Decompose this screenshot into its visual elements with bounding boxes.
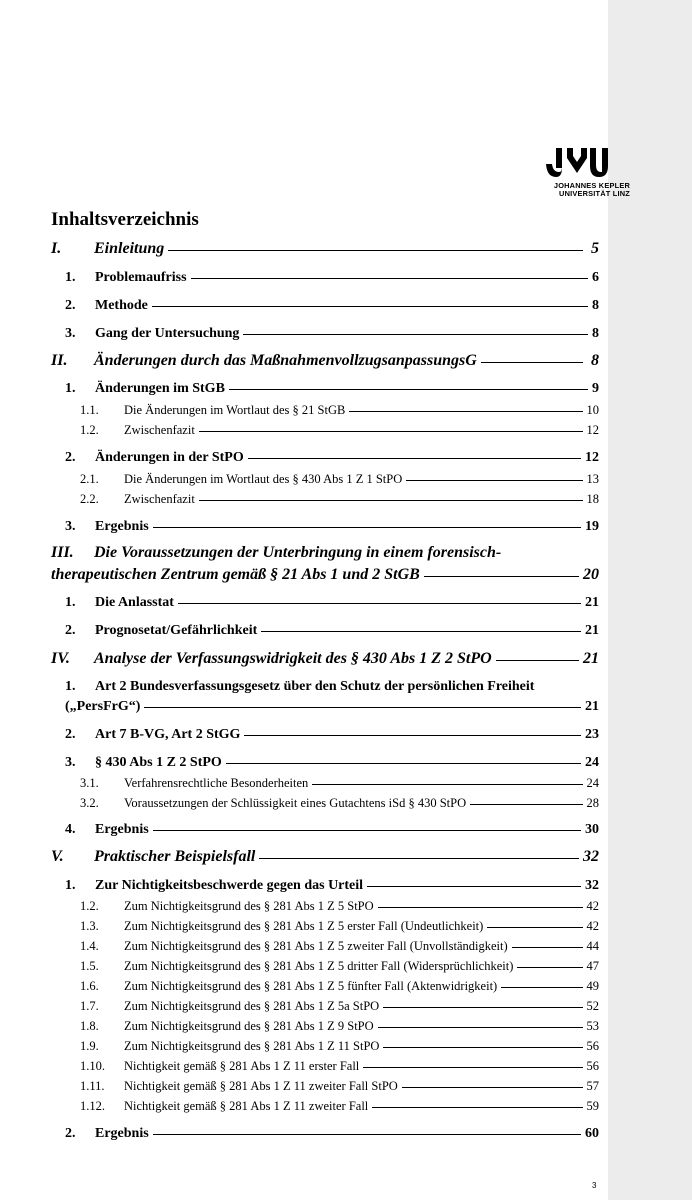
toc-number: 1.3.: [80, 919, 99, 933]
toc-heading: Änderungen im StGB: [95, 381, 225, 396]
logo-text: [554, 182, 630, 198]
leader-line: [496, 660, 579, 661]
toc-entry[interactable]: [80, 796, 599, 811]
toc-heading: Praktischer Beispielsfall: [94, 848, 256, 865]
toc-number: 4.: [65, 822, 76, 837]
toc-entry[interactable]: [80, 959, 599, 974]
logo-line-1: JOHANNES KEPLER: [553, 181, 630, 190]
leader-line: [191, 278, 588, 279]
toc-heading: Die Anlasstat: [95, 595, 174, 610]
toc-number: 1.12.: [80, 1099, 105, 1113]
toc-number: 2.: [65, 623, 76, 638]
toc-number: 1.: [65, 878, 76, 893]
leader-line: [226, 763, 581, 764]
toc-entry[interactable]: [65, 595, 599, 611]
toc-entry[interactable]: [80, 999, 599, 1014]
toc-page: 18: [586, 492, 599, 506]
leader-line: [244, 735, 581, 736]
toc-page: 57: [586, 1079, 599, 1093]
toc-page: 32: [585, 878, 599, 893]
leader-line: [501, 987, 582, 988]
toc-number: 1.: [65, 679, 76, 694]
leader-line: [243, 334, 588, 335]
toc-number: I.: [51, 240, 62, 257]
leader-line: [153, 1134, 581, 1135]
toc-entry-line1[interactable]: [51, 544, 501, 562]
leader-line: [512, 947, 583, 948]
toc-heading: Problemaufriss: [95, 270, 187, 285]
toc-page: 24: [585, 755, 599, 770]
leader-line: [248, 458, 581, 459]
toc-page: 6: [592, 270, 599, 285]
toc-heading: Ergebnis: [95, 519, 149, 534]
toc-heading: Gang der Untersuchung: [95, 326, 240, 341]
toc-entry[interactable]: [65, 878, 599, 894]
toc-heading: Zum Nichtigkeitsgrund des § 281 Abs 1 Z 5 dritter Fall (Widersprüchlichkeit): [124, 959, 514, 973]
toc-page: 53: [586, 1019, 599, 1033]
toc-number: 1.: [65, 595, 76, 610]
toc-page: 19: [585, 519, 599, 534]
leader-line: [402, 1087, 583, 1088]
toc-number: 3.: [65, 326, 76, 341]
toc-number: 1.11.: [80, 1079, 105, 1093]
leader-line: [152, 306, 588, 307]
toc-entry[interactable]: [80, 979, 599, 994]
toc-heading: Ergebnis: [95, 822, 149, 837]
toc-heading: Zum Nichtigkeitsgrund des § 281 Abs 1 Z 5 zweiter Fall (Unvollständigkeit): [124, 939, 508, 953]
toc-heading: Prognosetat/Gefährlichkeit: [95, 623, 258, 638]
toc-heading: Nichtigkeit gemäß § 281 Abs 1 Z 11 zweiter Fall: [124, 1099, 369, 1113]
toc-heading: Zum Nichtigkeitsgrund des § 281 Abs 1 Z 5 StPO: [124, 899, 374, 913]
toc-entry[interactable]: [80, 919, 599, 934]
leader-line: [481, 362, 583, 363]
toc-heading: Die Änderungen im Wortlaut des § 430 Abs 1 Z 1 StPO: [124, 472, 403, 486]
leader-line: [367, 886, 581, 887]
leader-line: [349, 411, 582, 412]
toc-number: 2.: [65, 1126, 76, 1141]
toc-number: II.: [51, 352, 68, 369]
toc-page: 42: [586, 919, 599, 933]
toc-number: 1.9.: [80, 1039, 99, 1053]
toc-heading: Zum Nichtigkeitsgrund des § 281 Abs 1 Z 5 erster Fall (Undeutlichkeit): [124, 919, 484, 933]
toc-entry[interactable]: [80, 776, 599, 791]
toc-entry[interactable]: [51, 848, 599, 866]
toc-heading-cont: („PersFrG“): [65, 699, 141, 714]
leader-line: [487, 927, 582, 928]
toc-number: IV.: [51, 650, 70, 667]
leader-line: [199, 431, 583, 432]
toc-entry[interactable]: [65, 623, 599, 639]
leader-line: [378, 907, 583, 908]
toc-page: 12: [585, 450, 599, 465]
toc-number: 1.: [65, 270, 76, 285]
toc-page: 9: [592, 381, 599, 396]
toc-page: 59: [586, 1099, 599, 1113]
toc-number: 1.5.: [80, 959, 99, 973]
toc-heading: Nichtigkeit gemäß § 281 Abs 1 Z 11 erster Fall: [124, 1059, 360, 1073]
leader-line: [406, 480, 582, 481]
toc-number: 3.1.: [80, 776, 99, 790]
toc-heading: Nichtigkeit gemäß § 281 Abs 1 Z 11 zweiter Fall StPO: [124, 1079, 398, 1093]
toc-entry[interactable]: [65, 727, 599, 743]
leader-line: [199, 500, 583, 501]
toc-heading: Voraussetzungen der Schlüssigkeit eines Gutachtens iSd § 430 StPO: [124, 796, 467, 810]
toc-heading: Zum Nichtigkeitsgrund des § 281 Abs 1 Z 5a StPO: [124, 999, 380, 1013]
toc-entry[interactable]: [80, 1099, 599, 1114]
toc-heading: Art 2 Bundesverfassungsgesetz über den Schutz der persönlichen Freiheit: [95, 679, 535, 694]
toc-page: 47: [586, 959, 599, 973]
toc-heading: Die Voraussetzungen der Unterbringung in einem forensisch-: [94, 544, 502, 561]
toc-number: 1.7.: [80, 999, 99, 1013]
toc-page: 30: [585, 822, 599, 837]
toc-entry[interactable]: [65, 450, 599, 466]
leader-line: [259, 858, 579, 859]
toc-entry[interactable]: [65, 755, 599, 771]
jku-logo: [546, 146, 608, 178]
toc-heading: Methode: [95, 298, 148, 313]
toc-heading: Zur Nichtigkeitsbeschwerde gegen das Urteil: [95, 878, 364, 893]
leader-line: [517, 967, 582, 968]
toc-page: 10: [586, 403, 599, 417]
toc-page: 56: [586, 1039, 599, 1053]
toc-page: 56: [586, 1059, 599, 1073]
toc-entry[interactable]: [65, 381, 599, 397]
toc-page: 32: [583, 848, 599, 865]
leader-line: [378, 1027, 583, 1028]
toc-entry[interactable]: [65, 699, 599, 715]
leader-line: [363, 1067, 582, 1068]
leader-line: [372, 1107, 582, 1108]
toc-number: 3.: [65, 519, 76, 534]
toc-number: 1.8.: [80, 1019, 99, 1033]
toc-page: 21: [585, 595, 599, 610]
toc-heading: Änderungen durch das MaßnahmenvollzugsanpassungsG: [94, 352, 477, 369]
toc-entry[interactable]: [51, 650, 599, 668]
toc-heading: Zum Nichtigkeitsgrund des § 281 Abs 1 Z 11 StPO: [124, 1039, 380, 1053]
toc-heading: Zum Nichtigkeitsgrund des § 281 Abs 1 Z 9 StPO: [124, 1019, 374, 1033]
toc-page: 60: [585, 1126, 599, 1141]
toc-page: 20: [583, 566, 599, 583]
toc-entry-line1[interactable]: [65, 679, 534, 695]
toc-entry[interactable]: [80, 1059, 599, 1074]
leader-line: [470, 804, 582, 805]
leader-line: [144, 707, 581, 708]
toc-entry[interactable]: [80, 1019, 599, 1034]
toc-number: 1.1.: [80, 403, 99, 417]
toc-heading-cont: therapeutischen Zentrum gemäß § 21 Abs 1 und 2 StGB: [51, 566, 420, 583]
toc-heading: Zum Nichtigkeitsgrund des § 281 Abs 1 Z 5 fünfter Fall (Aktenwidrigkeit): [124, 979, 498, 993]
toc-entry[interactable]: [65, 1126, 599, 1142]
toc-number: 1.4.: [80, 939, 99, 953]
toc-heading: Zwischenfazit: [124, 423, 195, 437]
logo-line-2: UNIVERSITÄT LINZ: [559, 189, 630, 199]
leader-line: [178, 603, 581, 604]
toc-page: 28: [586, 796, 599, 810]
toc-number: III.: [51, 544, 74, 561]
toc-heading: § 430 Abs 1 Z 2 StPO: [95, 755, 222, 770]
toc-entry[interactable]: [80, 1079, 599, 1094]
toc-page: 24: [586, 776, 599, 790]
right-margin-band: [608, 0, 692, 1200]
toc-number: 1.: [65, 381, 76, 396]
toc-page: 42: [586, 899, 599, 913]
leader-line: [312, 784, 582, 785]
toc-heading: Die Änderungen im Wortlaut des § 21 StGB: [124, 403, 346, 417]
toc-page: 21: [583, 650, 599, 667]
toc-entry[interactable]: [65, 822, 599, 838]
leader-line: [153, 527, 581, 528]
toc-page: 8: [592, 326, 599, 341]
toc-heading: Verfahrensrechtliche Besonderheiten: [124, 776, 309, 790]
toc-entry[interactable]: [80, 939, 599, 954]
toc-page: 13: [586, 472, 599, 486]
toc-entry[interactable]: [80, 423, 599, 438]
toc-number: 1.2.: [80, 423, 99, 437]
leader-line: [383, 1047, 582, 1048]
toc-entry[interactable]: [51, 352, 599, 370]
toc-heading: Einleitung: [94, 240, 165, 257]
toc-page: 44: [586, 939, 599, 953]
toc-page: 12: [586, 423, 599, 437]
toc-page: 8: [591, 352, 599, 369]
toc-page: 49: [586, 979, 599, 993]
toc-entry[interactable]: [51, 240, 599, 258]
toc-heading: Änderungen in der StPO: [95, 450, 244, 465]
toc-entry[interactable]: [80, 1039, 599, 1054]
toc-number: 3.2.: [80, 796, 99, 810]
toc-page: 52: [586, 999, 599, 1013]
page-number: 3: [592, 1181, 597, 1190]
leader-line: [261, 631, 581, 632]
toc-heading: Art 7 B-VG, Art 2 StGG: [95, 727, 241, 742]
toc-heading: Ergebnis: [95, 1126, 149, 1141]
leader-line: [383, 1007, 582, 1008]
toc-number: 2.: [65, 727, 76, 742]
leader-line: [229, 389, 588, 390]
leader-line: [168, 250, 583, 251]
toc-page: 5: [591, 240, 599, 257]
toc-number: 1.2.: [80, 899, 99, 913]
toc-number: 1.6.: [80, 979, 99, 993]
toc-number: 3.: [65, 755, 76, 770]
toc-number: 2.2.: [80, 492, 99, 506]
toc-heading: Zwischenfazit: [124, 492, 195, 506]
toc-page: 23: [585, 727, 599, 742]
toc-entry[interactable]: [80, 899, 599, 914]
toc-entry[interactable]: [65, 270, 599, 286]
toc-page: 8: [592, 298, 599, 313]
toc-heading: Analyse der Verfassungswidrigkeit des § 430 Abs 1 Z 2 StPO: [94, 650, 492, 667]
leader-line: [153, 830, 581, 831]
leader-line: [424, 576, 579, 577]
toc-entry[interactable]: [80, 492, 599, 507]
toc-entry[interactable]: [65, 519, 599, 535]
toc-page: 21: [585, 623, 599, 638]
toc-entry[interactable]: [80, 472, 599, 487]
toc-number: 2.: [65, 298, 76, 313]
toc-entry[interactable]: [65, 298, 599, 314]
toc-number: V.: [51, 848, 64, 865]
toc-number: 2.1.: [80, 472, 99, 486]
jku-logo-mark: [546, 146, 608, 178]
toc-entry[interactable]: [51, 566, 599, 584]
toc-number: 2.: [65, 450, 76, 465]
toc-page: 21: [585, 699, 599, 714]
toc-entry[interactable]: [65, 326, 599, 342]
toc-number: 1.10.: [80, 1059, 105, 1073]
toc-title: Inhaltsverzeichnis: [51, 209, 199, 230]
toc-entry[interactable]: [80, 403, 599, 418]
